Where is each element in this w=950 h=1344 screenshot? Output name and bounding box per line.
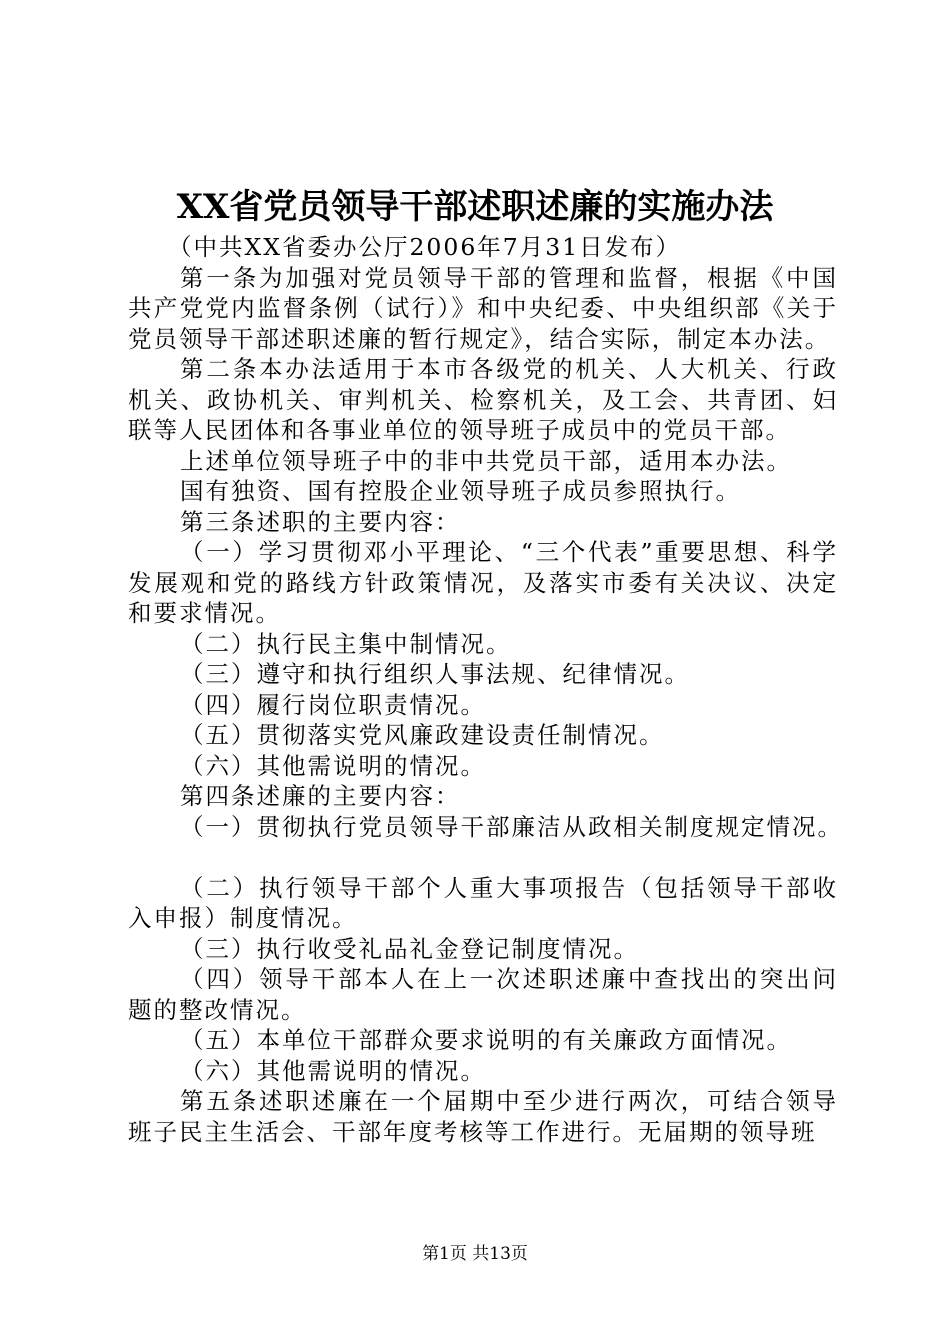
- article-3-item-1: （一）学习贯彻邓小平理论、“三个代表”重要思想、科学发展观和党的路线方针政策情况，及落实市委有关决议、决定和要求情况。: [128, 538, 838, 627]
- blank-line: [128, 842, 838, 873]
- article-5: 第五条述职述廉在一个届期中至少进行两次，可结合领导班子民主生活会、干部年度考核等工作进行。无届期的领导班: [128, 1087, 838, 1146]
- article-4-item-2: （二）执行领导干部个人重大事项报告（包括领导干部收入申报）制度情况。: [128, 873, 838, 932]
- article-4-item-5: （五）本单位干部群众要求说明的有关廉政方面情况。: [180, 1026, 792, 1054]
- article-3-item-3: （三）遵守和执行组织人事法规、纪律情况。: [180, 660, 690, 688]
- document-title: XX省党员领导干部述职述廉的实施办法: [176, 187, 774, 227]
- article-3-item-4: （四）履行岗位职责情况。: [180, 690, 486, 719]
- document-body: [128, 232, 843, 1147]
- article-3-heading: 第三条述职的主要内容：: [180, 507, 461, 536]
- document-subtitle: （中共XX省委办公厅2006年7月31日发布）: [168, 233, 682, 261]
- article-4-item-4: （四）领导干部本人在上一次述职述廉中查找出的突出问题的整改情况。: [128, 965, 838, 1024]
- page-number: 第1页 共13页: [422, 1244, 528, 1264]
- article-2: 第二条本办法适用于本市各级党的机关、人大机关、行政机关、政协机关、审判机关、检察机关，及工会、共青团、妇联等人民团体和各事业单位的领导班子成员中的党员干部。: [128, 355, 838, 444]
- article-4-heading: 第四条述廉的主要内容：: [180, 782, 461, 810]
- article-3-item-5: （五）贯彻落实党风廉政建设责任制情况。: [180, 721, 665, 749]
- article-3-item-6: （六）其他需说明的情况。: [180, 751, 486, 780]
- article-4-item-1: （一）贯彻执行党员领导干部廉洁从政相关制度规定情况。: [180, 812, 843, 841]
- article-2-clause-1: 上述单位领导班子中的非中共党员干部，适用本办法。: [180, 446, 792, 475]
- article-1: 第一条为加强对党员领导干部的管理和监督，根据《中国共产党党内监督条例（试行）》和中央纪委、中央组织部《关于党员领导干部述职述廉的暂行规定》，结合实际，制定本办法。: [128, 263, 838, 353]
- article-3-item-2: （二）执行民主集中制情况。: [180, 629, 512, 658]
- article-2-clause-2: 国有独资、国有控股企业领导班子成员参照执行。: [180, 477, 741, 505]
- article-4-item-6: （六）其他需说明的情况。: [180, 1056, 486, 1085]
- article-4-item-3: （三）执行收受礼品礼金登记制度情况。: [180, 934, 639, 963]
